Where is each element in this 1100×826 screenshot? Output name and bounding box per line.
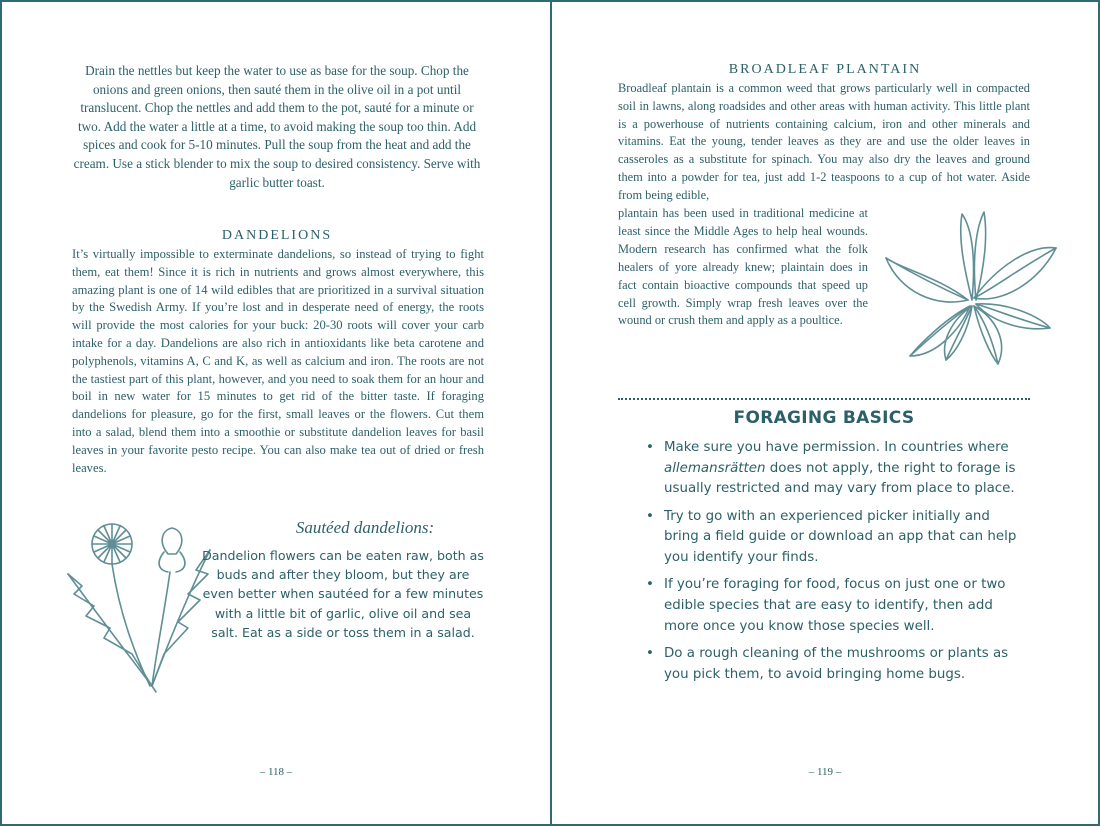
list-item: • Try to go with an experienced picker initially and bring a field guide or download an app that can help you identify your finds. <box>664 507 1024 569</box>
dandelions-heading: DANDELIONS <box>221 228 333 243</box>
allemansratten-term: allemansrätten <box>664 460 766 476</box>
plantain-heading: BROADLEAF PLANTAIN <box>728 62 922 77</box>
dandelions-paragraph: It’s virtually impossible to exterminate dandelions, so instead of trying to fight them, eat them! Since it is rich in nutrients and grows almost everywhere, this amazing plant is one of 14 wild edibles that are prioritized in a survival situation by the Swedish Army. If you’re lost and in desperate need of energy, the roots will provide the most calories for your buck: 20-30 roots will cover your carb intake for a day. Dandelions are also rich in antioxidants like beta carotene and polyphenols, vitamins A, C and K, as well as calcium and iron. The roots are not the tastiest part of this plant, however, and you need to soak them for an hour and boil in new water for 15 minutes to get rid of the bitter taste. If foraging dandelions for pleasure, go for the first, small leaves or the flowers. Cut them into a salad, blend them into a smoothie or substitute dandelion leaves for basil leaves in your favorite pesto recipe. You can also make tea out of dried or fresh leaves. <box>72 247 484 475</box>
recipe-title: Sautéed dandelions: <box>295 518 435 537</box>
plantain-paragraph-wrap: plantain has been used in traditional medicine at least since the Middle Ages to help heal wounds. Modern research has confirmed what the folk healers of yore already knew; plaintain does in fact contain bioactive compounds that speed up cell growth. Simply wrap fresh leaves over the wound or crush them and apply as a poultice. <box>618 206 868 328</box>
page-number-right: – 119 – <box>808 766 842 778</box>
foraging-basics-list <box>664 438 1024 692</box>
plantain-illustration <box>880 208 1060 368</box>
intro-paragraph: Drain the nettles but keep the water to use as base for the soup. Chop the onions and green onions, then sauté them in the olive oil in a pot until translucent. Chop the nettles and add them to the pot, sauté for a minute or two. Add the water a little at a time, to avoid making the soup too thin. Add spices and cook for 5-10 minutes. Pull the soup from the heat and add the cream. Use a stick blender to mix the soup to desired consistency. Serve with garlic butter toast. <box>73 63 481 190</box>
recipe-paragraph: Dandelion flowers can be eaten raw, both as buds and after they bloom, but they are even better when sautéed for a few minutes with a little bit of garlic, olive oil and sea salt. Eat as a side or toss them in a salad. <box>202 548 484 640</box>
section-divider <box>618 398 1030 400</box>
dandelion-illustration <box>60 514 220 694</box>
foraging-basics-heading: FORAGING BASICS <box>733 408 915 428</box>
list-item: • Make sure you have permission. In countries where allemansrätten does not apply, the right to forage is usually restricted and may vary from place to place. <box>664 438 1024 500</box>
page-number-left: – 118 – <box>259 766 293 778</box>
list-item: • Do a rough cleaning of the mushrooms or plants as you pick them, to avoid bringing home bugs. <box>664 644 1024 685</box>
list-item: • If you’re foraging for food, focus on just one or two edible species that are easy to identify, then add more once you know those species well. <box>664 575 1024 637</box>
plantain-paragraph-top: Broadleaf plantain is a common weed that grows particularly well in compacted soil in lawns, along roadsides and other areas with human activity. This little plant is a powerhouse of nutrients containing calcium, iron and other minerals and vitamins. Eat the young, tender leaves as they are and use the older leaves in casseroles as a substitute for spinach. You may also dry the leaves and ground them into a powder for tea, just add 1-2 teaspoons to a cup of hot water. Aside from being edible, <box>618 81 1030 202</box>
